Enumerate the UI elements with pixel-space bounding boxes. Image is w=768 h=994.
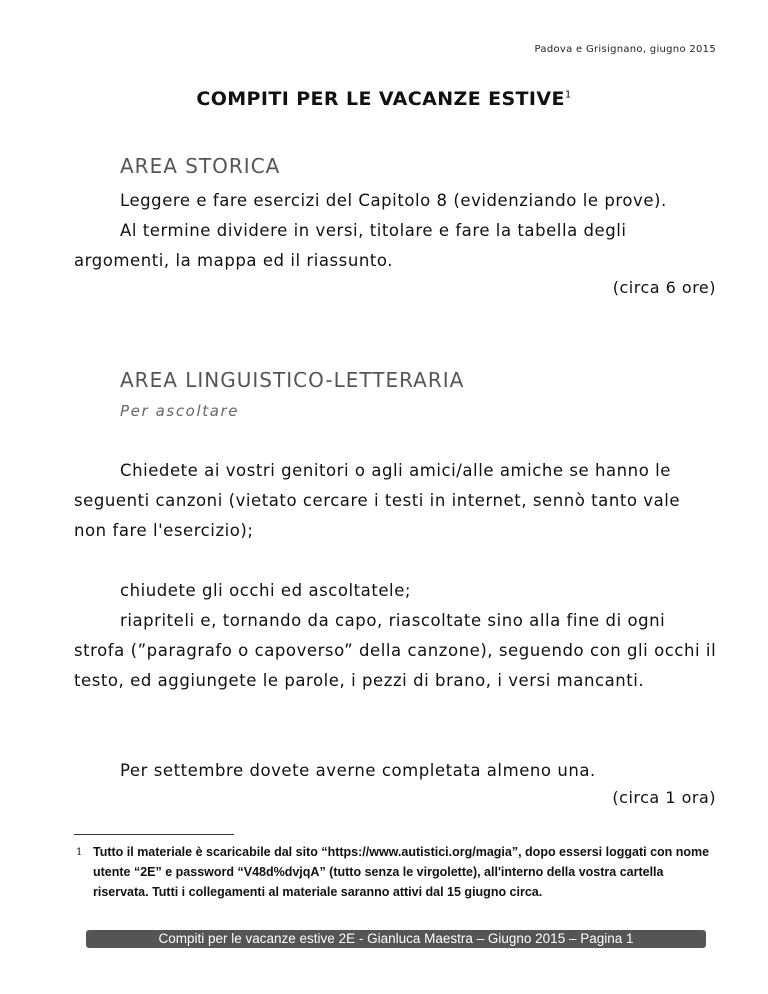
document-title [0,88,768,110]
footnote-separator [74,834,234,835]
storica-time-note: (circa 6 ore) [612,278,716,297]
page-footer: Compiti per le vacanze estive 2E - Gianluca Maestra – Giugno 2015 – Pagina 1 [86,930,706,948]
title-text: COMPITI PER LE VACANZE ESTIVE [196,88,565,110]
subheading-per-ascoltare: Per ascoltare [120,402,240,420]
storica-line-2: Al termine dividere in versi, titolare e fare la tabella degli argomenti, la mappa ed il riassunto. [74,221,627,270]
linguistica-paragraph-1: Chiedete ai vostri genitori o agli amici/alle amiche se hanno le seguenti canzoni (vietato cercare i testi in internet, sennò tanto vale non fare l'esercizio); [74,461,681,540]
section-heading-storica: AREA STORICA [120,154,281,178]
section-heading-linguistica: AREA LINGUISTICO-LETTERARIA [120,368,465,392]
title-footnote-ref: 1 [564,89,572,101]
header-place-date: Padova e Grisignano, giugno 2015 [534,44,716,55]
linguistica-paragraph-2a: chiudete gli occhi ed ascoltatele; [120,581,411,600]
linguistica-time-note: (circa 1 ora) [612,788,716,807]
linguistica-paragraph-3: Per settembre dovete averne completata almeno una. [120,761,596,780]
footnote-number: 1 [76,847,83,858]
storica-line-1: Leggere e fare esercizi del Capitolo 8 (evidenziando le prove). [120,191,667,210]
footnote-text: Tutto il materiale è scaricabile dal sito “https://www.autistici.org/magia”, dopo essersi loggati con nome utente “2E” e password “V48d%dvjqA” (tutto senza le virgolette), all'interno della vostra cartella riservata. Tutti i collegamenti al materiale saranno attivi dal 15 giugno circa. [93,845,710,899]
linguistica-paragraph-2b: riapriteli e, tornando da capo, riascoltate sino alla fine di ogni strofa (”paragrafo o capoverso” della canzone), seguendo con gli occhi il testo, ed aggiungete le parole, i pezzi di brano, i versi mancanti. [74,611,717,690]
